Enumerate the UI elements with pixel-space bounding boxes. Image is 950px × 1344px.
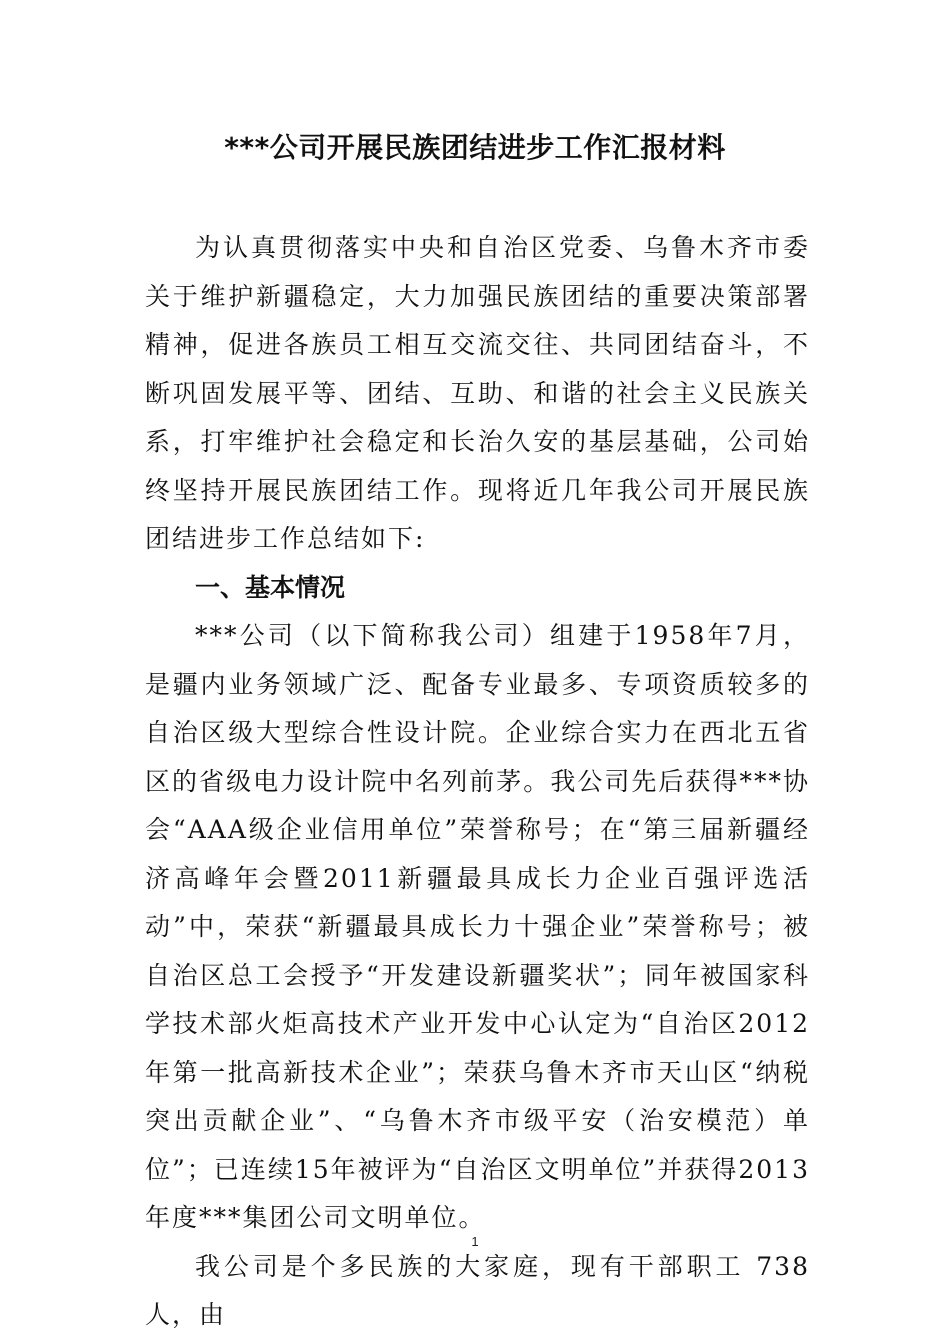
document-body: [145, 224, 810, 1340]
staff-paragraph: 我公司是个多民族的大家庭，现有干部职工 738 人，由: [145, 1251, 810, 1329]
section-heading: 一、基本情况: [195, 572, 346, 602]
document-title: ***公司开展民族团结进步工作汇报材料: [224, 131, 726, 164]
page-number: 1: [471, 1234, 479, 1249]
intro-paragraph: 为认真贯彻落实中央和自治区党委、乌鲁木齐市委关于维护新疆稳定，大力加强民族团结的重要决策部署精神，促进各族员工相互交流交往、共同团结奋斗，不断巩固发展平等、团结、互助、和谐的社会主义民族关系，打牢维护社会稳定和长治久安的基层基础，公司始终坚持开展民族团结工作。现将近几年我公司开展民族团结进步工作总结如下:: [145, 233, 810, 553]
basic-info-paragraph: ***公司（以下简称我公司）组建于1958年7月，是疆内业务领域广泛、配备专业最多、专项资质较多的自治区级大型综合性设计院。企业综合实力在西北五省区的省级电力设计院中名列前茅。我公司先后获得***协会“AAA级企业信用单位”荣誉称号；在“第三届新疆经济高峰年会暨2011新疆最具成长力企业百强评选活动”中，荣获“新疆最具成长力十强企业”荣誉称号；被自治区总工会授予“开发建设新疆奖状”；同年被国家科学技术部火炬高技术产业开发中心认定为“自治区2012年第一批高新技术企业”；荣获乌鲁木齐市天山区“纳税突出贡献企业”、“乌鲁木齐市级平安（治安模范）单位”；已连续15年被评为“自治区文明单位”并获得2013年度***集团公司文明单位。: [145, 621, 810, 1232]
